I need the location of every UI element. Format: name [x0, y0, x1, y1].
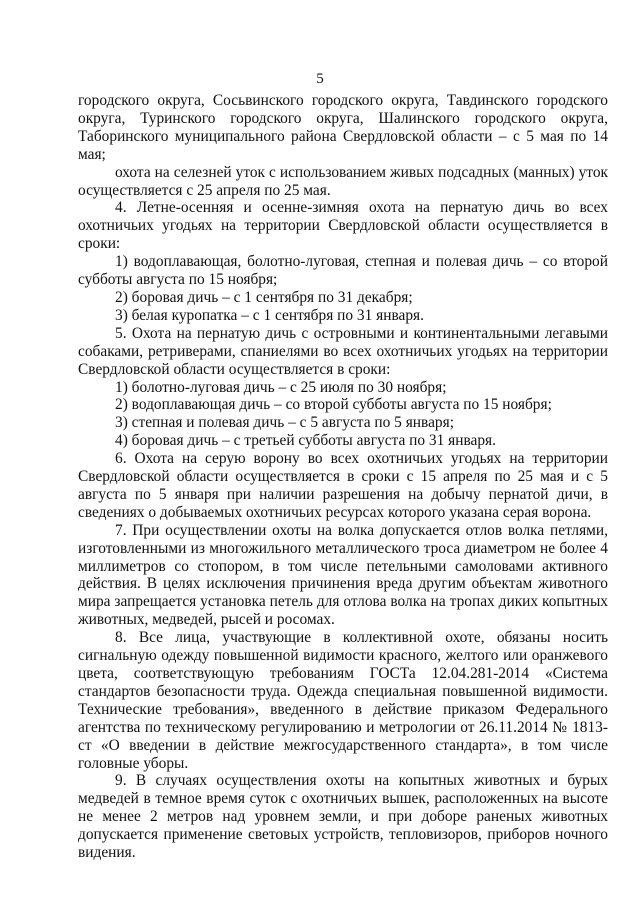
page-number: 5: [316, 71, 324, 87]
paragraph: 5. Охота на пернатую дичь с островными и континентальными легавыми собаками, ретриверами, спаниелями во всех охотничьих угодьях на территории Свердловской области осуществляется в сроки:: [78, 324, 608, 378]
paragraph: 4) боровая дичь – с третьей субботы августа по 31 января.: [115, 432, 496, 450]
paragraph: 7. При осуществлении охоты на волка допускается отлов волка петлями, изготовленными из многожильного металлического троса диаметром не более 4 миллиметров со стопором, в том числе петельными самоловами активного действия. В целях исключения причинения вреда другим объектам животного мира запрещается установка петель для отлова волка на тропах диких копытных животных, медведей, рысей и росомах.: [78, 521, 608, 629]
document-body: [78, 92, 608, 862]
paragraph: 2) боровая дичь – с 1 сентября по 31 декабря;: [115, 288, 413, 306]
paragraph: 1) болотно-луговая дичь – с 25 июля по 30 ноября;: [115, 378, 447, 396]
paragraph: 3) белая куропатка – с 1 сентября по 31 января.: [115, 306, 424, 324]
paragraph: городского округа, Сосьвинского городского округа, Тавдинского городского округа, Туринского городского округа, Шалинского городского округа, Таборинского муниципального района Свердловской области – с 5 мая по 14 мая;: [78, 92, 608, 163]
paragraph: 6. Охота на серую ворону во всех охотничьих угодьях на территории Свердловской области осуществляется в сроки с 15 апреля по 25 мая и с 5 августа по 5 января при наличии разрешения на добычу пернатой дичи, в сведениях о добываемых охотничьих ресурсах которого указана серая ворона.: [78, 450, 608, 521]
paragraph: 8. Все лица, участвующие в коллективной охоте, обязаны носить сигнальную одежду повышенной видимости красного, желтого или оранжевого цвета, соответствующую требованиям ГОСТа 12.04.281-2014 «Система стандартов безопасности труда. Одежда специальная повышенной видимости. Технические требования», введенного в действие приказом Федерального агентства по техническому регулированию и метрологии от 26.11.2014 № 1813-ст «О введении в действие межгосударственного стандарта», в том числе головные уборы.: [78, 629, 608, 772]
paragraph: охота на селезней уток с использованием живых подсадных (манных) уток осуществляется с 25 апреля по 25 мая.: [78, 163, 608, 199]
paragraph: 1) водоплавающая, болотно-луговая, степная и полевая дичь – со второй субботы августа по 15 ноября;: [78, 253, 608, 289]
paragraph: 3) степная и полевая дичь – с 5 августа по 5 января;: [115, 414, 454, 432]
paragraph: 4. Летне-осенняя и осенне-зимняя охота на пернатую дичь во всех охотничьих угодьях на территории Свердловской области осуществляется в сроки:: [78, 199, 608, 253]
paragraph: 9. В случаях осуществления охоты на копытных животных и бурых медведей в темное время суток с охотничьих вышек, расположенных на высоте не менее 2 метров над уровнем земли, и при доборе раненых животных допускается применение световых устройств, тепловизоров, приборов ночного видения.: [78, 772, 608, 862]
paragraph: 2) водоплавающая дичь – со второй субботы августа по 15 ноября;: [115, 396, 552, 414]
